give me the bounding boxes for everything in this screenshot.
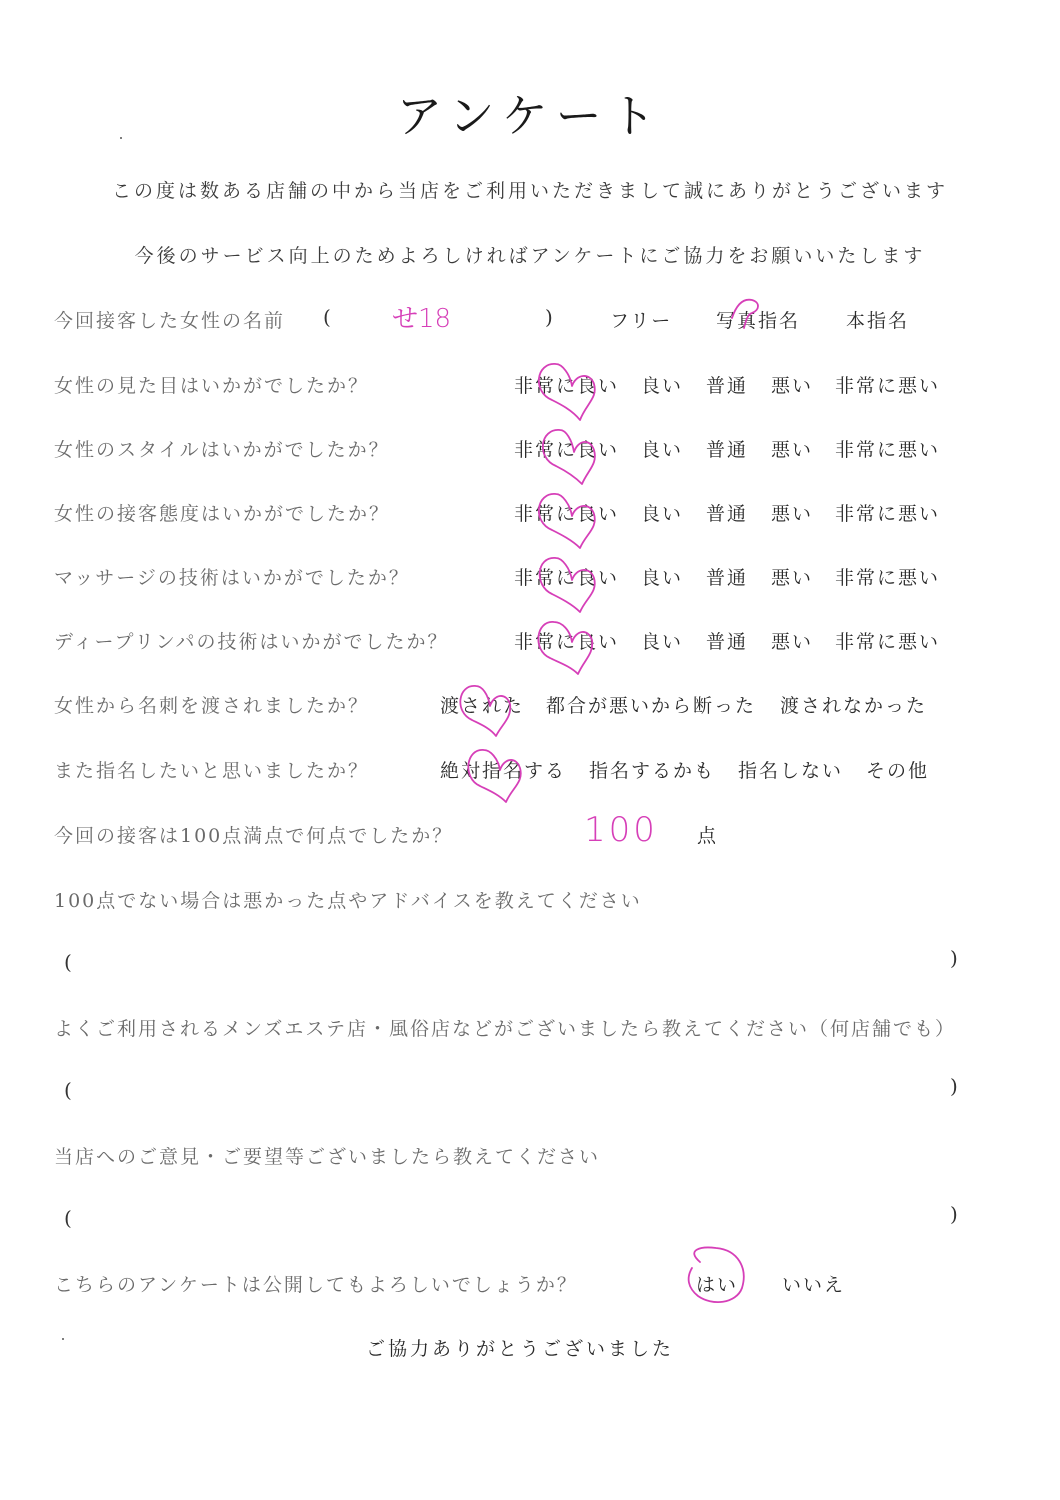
question-massage: マッサージの技術はいかがでしたか？ xyxy=(54,567,410,589)
question-publish: こちらのアンケートは公開してもよろしいでしょうか？ xyxy=(54,1274,578,1296)
opinions-paren-close: ) xyxy=(950,1202,958,1226)
option-photo-nomination[interactable]: 写真指名 xyxy=(716,310,801,332)
rating-option-bad[interactable]: 悪い xyxy=(771,631,814,653)
question-attitude: 女性の接客態度はいかがでしたか？ xyxy=(54,503,391,525)
closing-message: ご協力ありがとうございました xyxy=(365,1338,674,1360)
question-style: 女性のスタイルはいかがでしたか？ xyxy=(54,439,390,461)
option-card-declined[interactable]: 都合が悪いから断った xyxy=(546,695,757,717)
option-main-nomination[interactable]: 本指名 xyxy=(846,310,910,332)
shops-paren-open: ( xyxy=(64,1078,72,1102)
rating-option-good[interactable]: 良い xyxy=(641,503,684,525)
stray-dot xyxy=(120,137,122,139)
rating-option-bad[interactable]: 悪い xyxy=(771,439,814,461)
option-not-nominate[interactable]: 指名しない xyxy=(738,760,844,782)
option-card-received[interactable]: 渡された xyxy=(440,695,525,717)
rating-option-very-good[interactable]: 非常に良い xyxy=(514,631,620,653)
rating-option-very-bad[interactable]: 非常に悪い xyxy=(835,631,941,653)
rating-option-very-good[interactable]: 非常に良い xyxy=(514,439,620,461)
rating-option-bad[interactable]: 悪い xyxy=(771,567,814,589)
score-unit: 点 xyxy=(697,825,719,847)
shops-paren-close: ) xyxy=(950,1074,958,1098)
rating-option-very-bad[interactable]: 非常に悪い xyxy=(835,439,941,461)
rating-option-average[interactable]: 普通 xyxy=(706,631,749,653)
handwritten-name[interactable]: せ18 xyxy=(392,304,452,334)
rating-option-very-bad[interactable]: 非常に悪い xyxy=(835,375,941,397)
page-title: アンケート xyxy=(396,89,664,143)
opinions-answer-field[interactable] xyxy=(90,1206,940,1230)
question-opinions: 当店へのご意見・ご要望等ございましたら教えてください xyxy=(54,1146,601,1168)
opinions-paren-open: ( xyxy=(64,1206,72,1230)
option-publish-no[interactable]: いいえ xyxy=(782,1274,846,1296)
rating-option-good[interactable]: 良い xyxy=(641,375,684,397)
advice-paren-open: ( xyxy=(64,950,72,974)
option-card-not-received[interactable]: 渡されなかった xyxy=(780,695,928,717)
rating-option-very-bad[interactable]: 非常に悪い xyxy=(835,567,941,589)
rating-option-very-bad[interactable]: 非常に悪い xyxy=(835,503,941,525)
question-appearance: 女性の見た目はいかがでしたか？ xyxy=(54,375,370,397)
intro-line-2: 今後のサービス向上のためよろしければアンケートにご協力をお願いいたします xyxy=(134,245,926,267)
rating-option-good[interactable]: 良い xyxy=(641,631,684,653)
rating-option-very-good[interactable]: 非常に良い xyxy=(514,503,620,525)
rating-option-good[interactable]: 良い xyxy=(641,439,684,461)
advice-answer-field[interactable] xyxy=(90,950,940,974)
rating-option-bad[interactable]: 悪い xyxy=(771,503,814,525)
question-business-card: 女性から名刺を渡されましたか？ xyxy=(54,695,370,717)
option-definitely-nominate[interactable]: 絶対指名する xyxy=(440,760,567,782)
name-question: 今回接客した女性の名前 xyxy=(54,310,286,332)
question-score: 今回の接客は100点満点で何点でしたか？ xyxy=(54,825,454,847)
intro-line-1: この度は数ある店舗の中から当店をご利用いただきまして誠にありがとうございます xyxy=(111,180,948,202)
option-maybe-nominate[interactable]: 指名するかも xyxy=(589,760,716,782)
name-paren-open: ( xyxy=(323,305,331,329)
question-deep-lymph: ディープリンパの技術はいかがでしたか？ xyxy=(54,631,449,653)
handwritten-score[interactable]: 100 xyxy=(584,810,658,850)
rating-option-average[interactable]: 普通 xyxy=(706,375,749,397)
option-free[interactable]: フリー xyxy=(610,310,673,332)
question-rebook: また指名したいと思いましたか？ xyxy=(54,760,370,782)
question-frequent-shops: よくご利用されるメンズエステ店・風俗店などがございましたら教えてください（何店舗でも） xyxy=(54,1018,957,1040)
rating-option-average[interactable]: 普通 xyxy=(706,567,749,589)
question-advice: 100点でない場合は悪かった点やアドバイスを教えてください xyxy=(54,890,642,912)
rating-option-very-good[interactable]: 非常に良い xyxy=(514,567,620,589)
advice-paren-close: ) xyxy=(950,946,958,970)
option-publish-yes[interactable]: はい xyxy=(696,1274,739,1296)
rating-option-average[interactable]: 普通 xyxy=(706,503,749,525)
rating-option-bad[interactable]: 悪い xyxy=(771,375,814,397)
name-paren-close: ) xyxy=(545,305,553,329)
shops-answer-field[interactable] xyxy=(90,1078,940,1102)
rating-option-very-good[interactable]: 非常に良い xyxy=(514,375,620,397)
option-other[interactable]: その他 xyxy=(866,760,930,782)
rating-option-good[interactable]: 良い xyxy=(641,567,684,589)
rating-option-average[interactable]: 普通 xyxy=(706,439,749,461)
